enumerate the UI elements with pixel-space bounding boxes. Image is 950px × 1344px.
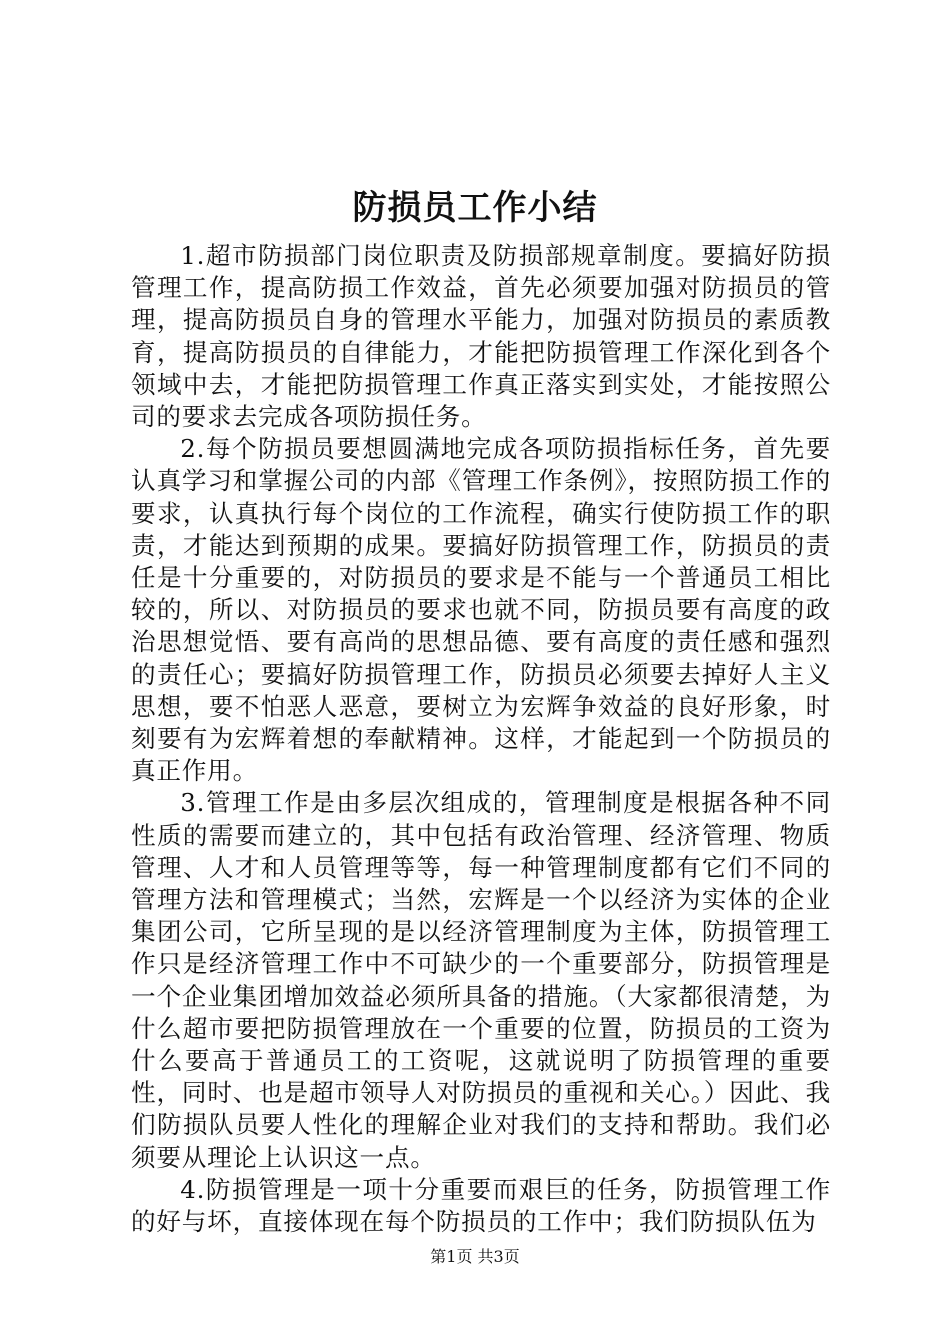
paragraph-2: 2.每个防损员要想圆满地完成各项防损指标任务，首先要认真学习和掌握公司的内部《管理工作条例》，按照防损工作的要求，认真执行每个岗位的工作流程，确实行使防损工作的职责，才能达到预期的成果。要搞好防损管理工作，防损员的责任是十分重要的，对防损员的要求是不能与一个普通员工相比较的，所以、对防损员的要求也就不同，防损员要有高度的政治思想觉悟、要有高尚的思想品德、要有高度的责任感和强烈的责任心；要搞好防损管理工作，防损员必须要去掉好人主义思想，要不怕恶人恶意，要树立为宏辉争效益的良好形象，时刻要有为宏辉着想的奉献精神。这样，才能起到一个防损员的真正作用。: [131, 434, 831, 786]
paragraph-3: 3.管理工作是由多层次组成的，管理制度是根据各种不同性质的需要而建立的，其中包括有政治管理、经济管理、物质管理、人才和人员管理等等，每一种管理制度都有它们不同的管理方法和管理模式；当然，宏辉是一个以经济为实体的企业集团公司，它所呈现的是以经济管理制度为主体，防损管理工作只是经济管理工作中不可缺少的一个重要部分，防损管理是一个企业集团增加效益必须所具备的措施。（大家都很清楚，为什么超市要把防损管理放在一个重要的位置，防损员的工资为什么要高于普通员工的工资呢，这就说明了防损管理的重要性，同时、也是超市领导人对防损员的重视和关心。）因此、我们防损队员要人性化的理解企业对我们的支持和帮助。我们必须要从理论上认识这一点。: [131, 788, 831, 1172]
page-footer: 第1页 共3页: [430, 1247, 520, 1266]
document-title: 防损员工作小结: [352, 188, 598, 228]
document-body: [131, 240, 831, 1238]
paragraph-1: 1.超市防损部门岗位职责及防损部规章制度。要搞好防损管理工作，提高防损工作效益，首先必须要加强对防损员的管理，提高防损员自身的管理水平能力，加强对防损员的素质教育，提高防损员的自律能力，才能把防损管理工作深化到各个领域中去，才能把防损管理工作真正落实到实处，才能按照公司的要求去完成各项防损任务。: [131, 241, 831, 432]
paragraph-4: 4.防损管理是一项十分重要而艰巨的任务，防损管理工作的好与坏，直接体现在每个防损员的工作中；我们防损队伍为: [131, 1174, 831, 1237]
